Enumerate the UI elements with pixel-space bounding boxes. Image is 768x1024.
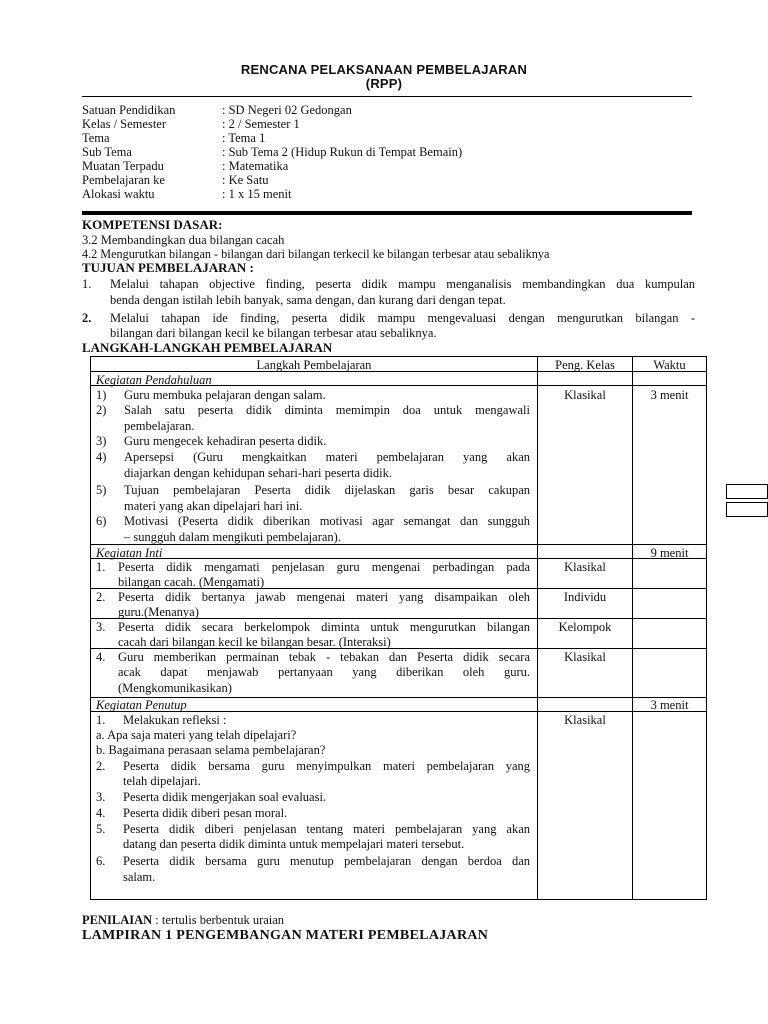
item-number: 3. (96, 790, 106, 804)
item-number: 4. (96, 650, 106, 664)
item-text: Guru membuka pelajaran dengan salam. (124, 388, 326, 402)
section-label-inti: Kegiatan Inti (96, 546, 163, 560)
item-text: Apersepsi (Guru mengkaitkan materi pembelajaran yang akan (124, 450, 530, 464)
section-label-pendahuluan: Kegiatan Pendahuluan (96, 373, 212, 387)
peng-kelas-value: Kelompok (558, 620, 612, 634)
item-text: Peserta didik bertanya jawab mengenai materi yang disampaikan oleh (118, 590, 530, 604)
item-number: 6. (96, 854, 106, 868)
item-text: guru.(Menanya) (118, 605, 199, 619)
margin-box (726, 484, 768, 499)
identity-value: : Ke Satu (222, 173, 269, 187)
margin-box (726, 502, 768, 517)
tujuan-heading: TUJUAN PEMBELAJARAN : (82, 260, 254, 275)
kompetensi-item: 4.2 Mengurutkan bilangan - bilangan dari bilangan terkecil ke bilangan terbesar atau sebaliknya (82, 247, 550, 261)
item-text: b. Bagaimana perasaan selama pembelajaran? (96, 743, 326, 757)
penilaian-text: : tertulis berbentuk uraian (152, 913, 285, 927)
document-title: RENCANA PELAKSANAAN PEMBELAJARAN (240, 62, 528, 77)
item-text: Peserta didik bersama guru menyimpulkan materi pembelajaran yang (123, 759, 530, 773)
column-header-langkah: Langkah Pembelajaran (256, 358, 372, 372)
identity-label: Tema (82, 131, 110, 145)
item-text: pembelajaran. (124, 419, 195, 433)
item-text: materi yang akan dipelajari hari ini. (124, 499, 303, 513)
penilaian-line (82, 912, 284, 928)
waktu-value: 3 menit (650, 698, 689, 712)
item-number: 5) (96, 483, 107, 497)
item-number: 3. (96, 620, 106, 634)
item-number: 6) (96, 514, 107, 528)
document-subtitle: (RPP) (365, 76, 403, 91)
item-number: 1. (96, 560, 106, 574)
section-label-penutup: Kegiatan Penutup (96, 698, 187, 712)
item-number: 2. (96, 590, 106, 604)
divider-top (82, 96, 692, 97)
item-text: Motivasi (Peserta didik diberikan motivasi agar semangat dan sungguh (124, 514, 530, 528)
tujuan-item-line: Melalui tahapan objective finding, peserta didik mampu menganalisis membandingkan dua kumpulan (110, 277, 695, 291)
identity-value: : Tema 1 (222, 131, 266, 145)
identity-label: Pembelajaran ke (82, 173, 165, 187)
identity-value: : SD Negeri 02 Gedongan (222, 103, 352, 117)
item-number: 4) (96, 450, 107, 464)
tujuan-number: 2. (82, 311, 92, 325)
identity-label: Satuan Pendidikan (82, 103, 176, 117)
item-number: 1. (96, 713, 106, 727)
item-number: 2. (96, 759, 106, 773)
kompetensi-item: 3.2 Membandingkan dua bilangan cacah (82, 233, 285, 247)
identity-value: : 1 x 15 menit (222, 187, 292, 201)
kompetensi-heading: KOMPETENSI DASAR: (82, 217, 223, 232)
peng-kelas-value: Klasikal (564, 650, 606, 664)
item-text: telah dipelajari. (123, 774, 201, 788)
item-text: – sungguh dalam mengikuti pembelajaran). (124, 530, 341, 544)
tujuan-number: 1. (82, 277, 92, 291)
item-text: Peserta didik mengerjakan soal evaluasi. (123, 790, 327, 804)
identity-label: Muatan Terpadu (82, 159, 164, 173)
column-header-waktu: Waktu (653, 358, 686, 372)
item-text: Salah satu peserta didik diminta memimpin doa untuk mengawali (124, 403, 530, 417)
item-text: (Mengkomunikasikan) (118, 681, 232, 695)
peng-kelas-value: Individu (563, 590, 607, 604)
langkah-heading: LANGKAH-LANGKAH PEMBELAJARAN (82, 340, 333, 355)
item-number: 1) (96, 388, 107, 402)
peng-kelas-value: Klasikal (564, 713, 606, 727)
item-text: a. Apa saja materi yang telah dipelajari? (96, 728, 297, 742)
item-text: acak dapat menjawab pertanyaan yang diberikan oleh guru. (118, 665, 530, 679)
item-text: datang dan peserta didik diminta untuk mempelajari materi tersebut. (123, 837, 465, 851)
item-text: diajarkan dengan kehidupan sehari-hari peserta didik. (124, 466, 392, 480)
identity-label: Kelas / Semester (82, 117, 167, 131)
item-text: Guru mengecek kehadiran peserta didik. (124, 434, 327, 448)
item-text: Peserta didik bersama guru menutup pembelajaran dengan berdoa dan (123, 854, 530, 868)
identity-value: : 2 / Semester 1 (222, 117, 300, 131)
item-number: 2) (96, 403, 107, 417)
tujuan-item-line: Melalui tahapan ide finding, peserta didik mampu mengevaluasi dengan mengurutkan bilangan - (110, 311, 695, 325)
divider-thick (82, 211, 692, 215)
item-number: 4. (96, 806, 106, 820)
identity-label: Alokasi waktu (82, 187, 155, 201)
item-text: Tujuan pembelajaran Peserta didik dijelaskan garis besar cakupan (124, 483, 530, 497)
item-text: Peserta didik diberi pesan moral. (123, 806, 288, 820)
item-number: 5. (96, 822, 106, 836)
penilaian-label: PENILAIAN (82, 913, 153, 927)
item-text: salam. (123, 870, 156, 884)
item-text: bilangan cacah. (Mengamati) (118, 575, 265, 589)
tujuan-item-line: benda dengan istilah lebih banyak, sama dengan, dan kurang dari dengan tepat. (110, 293, 506, 307)
item-text: cacah dari bilangan kecil ke bilangan besar. (Interaksi) (118, 635, 391, 649)
waktu-value: 9 menit (650, 546, 689, 560)
identity-value: : Matematika (222, 159, 289, 173)
identity-value: : Sub Tema 2 (Hidup Rukun di Tempat Bemain) (222, 145, 463, 159)
item-text: Peserta didik mengamati penjelasan guru mengenai perbadingan pada (118, 560, 530, 574)
column-header-peng: Peng. Kelas (555, 358, 615, 372)
item-text: Melakukan refleksi : (123, 713, 227, 727)
identity-label: Sub Tema (82, 145, 132, 159)
peng-kelas-value: Klasikal (564, 560, 606, 574)
lampiran-heading: LAMPIRAN 1 PENGEMBANGAN MATERI PEMBELAJARAN (82, 928, 489, 943)
waktu-value: 3 menit (650, 388, 689, 402)
peng-kelas-value: Klasikal (564, 388, 606, 402)
item-number: 3) (96, 434, 107, 448)
item-text: Peserta didik secara berkelompok diminta untuk mengurutkan bilangan (118, 620, 530, 634)
tujuan-item-line: bilangan dari bilangan kecil ke bilangan terbesar atau sebaliknya. (110, 326, 437, 340)
item-text: Peserta didik diberi penjelasan tentang materi pembelajaran yang akan (123, 822, 530, 836)
item-text: Guru memberikan permainan tebak - tebakan dan Peserta didik secara (118, 650, 530, 664)
